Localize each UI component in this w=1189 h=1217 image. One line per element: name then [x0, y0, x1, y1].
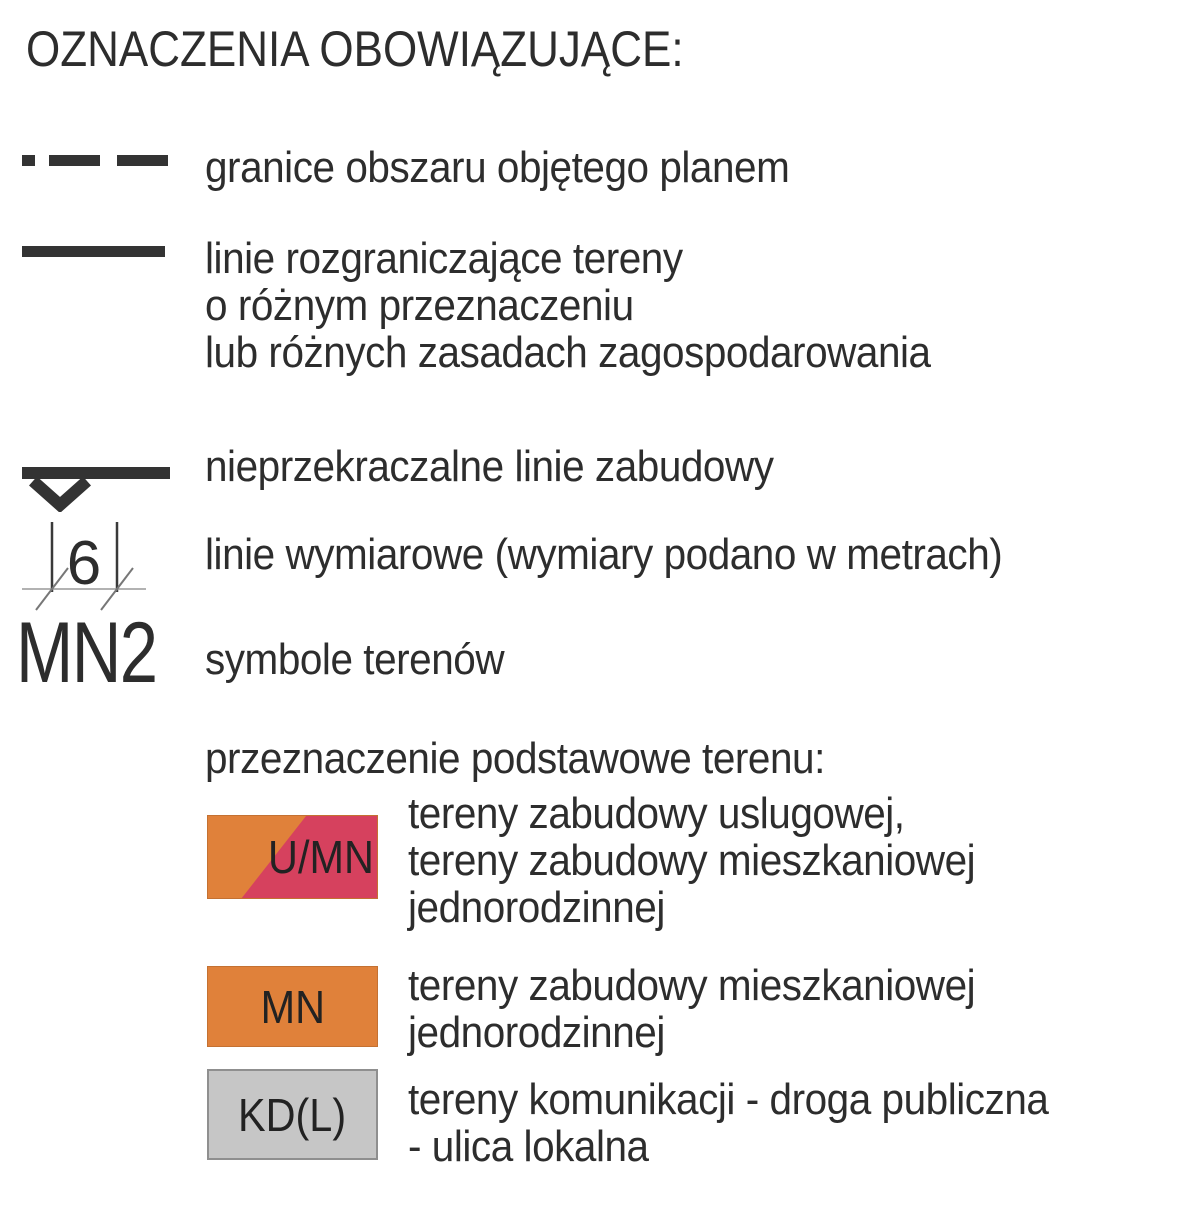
swatch-mn-code: MN	[260, 980, 325, 1033]
label-kdl	[408, 1076, 1104, 1170]
swatch-umn-code: U/MN	[268, 831, 375, 883]
legend-title: OZNACZENIA OBOWIĄZUJĄCE:	[26, 21, 684, 77]
down-triangle-icon	[26, 478, 96, 512]
label-line: jednorodzinnej	[408, 1008, 665, 1057]
label-plan-boundary: granice obszaru objętego planem	[205, 143, 790, 192]
label-umn	[408, 790, 1024, 931]
section-header-basic-designation: przeznaczenie podstawowe terenu:	[205, 734, 825, 783]
label-building-limit: nieprzekraczalne linie zabudowy	[205, 442, 774, 491]
dimension-value: 6	[66, 529, 102, 598]
dash-segment	[22, 155, 35, 166]
dash-segment	[49, 155, 100, 166]
swatch-umn	[207, 815, 378, 899]
symbol-dividing-solid-line	[22, 246, 165, 257]
swatch-kdl	[207, 1069, 378, 1160]
label-area-symbols: symbole terenów	[205, 635, 505, 684]
label-line: lub różnych zasadach zagospodarowania	[205, 328, 931, 377]
label-line: jednorodzinnej	[408, 883, 665, 932]
label-line: - ulica lokalna	[408, 1122, 649, 1171]
swatch-kdl-code: KD(L)	[238, 1088, 347, 1141]
label-line: o różnym przeznaczeniu	[205, 281, 634, 330]
label-mn	[408, 962, 1024, 1056]
label-dimension-lines: linie wymiarowe (wymiary podano w metrach)	[205, 530, 1003, 579]
label-line: linie rozgraniczające tereny	[205, 234, 683, 283]
swatch-mn	[207, 966, 378, 1047]
label-line: tereny zabudowy uslugowej,	[408, 789, 905, 838]
label-line: tereny komunikacji - droga publiczna	[408, 1075, 1049, 1124]
label-dividing-lines	[205, 235, 994, 376]
label-line: tereny zabudowy mieszkaniowej	[408, 961, 976, 1010]
dash-segment	[117, 155, 168, 166]
symbol-area-code-example: MN2	[16, 605, 157, 701]
label-line: tereny zabudowy mieszkaniowej	[408, 836, 976, 885]
